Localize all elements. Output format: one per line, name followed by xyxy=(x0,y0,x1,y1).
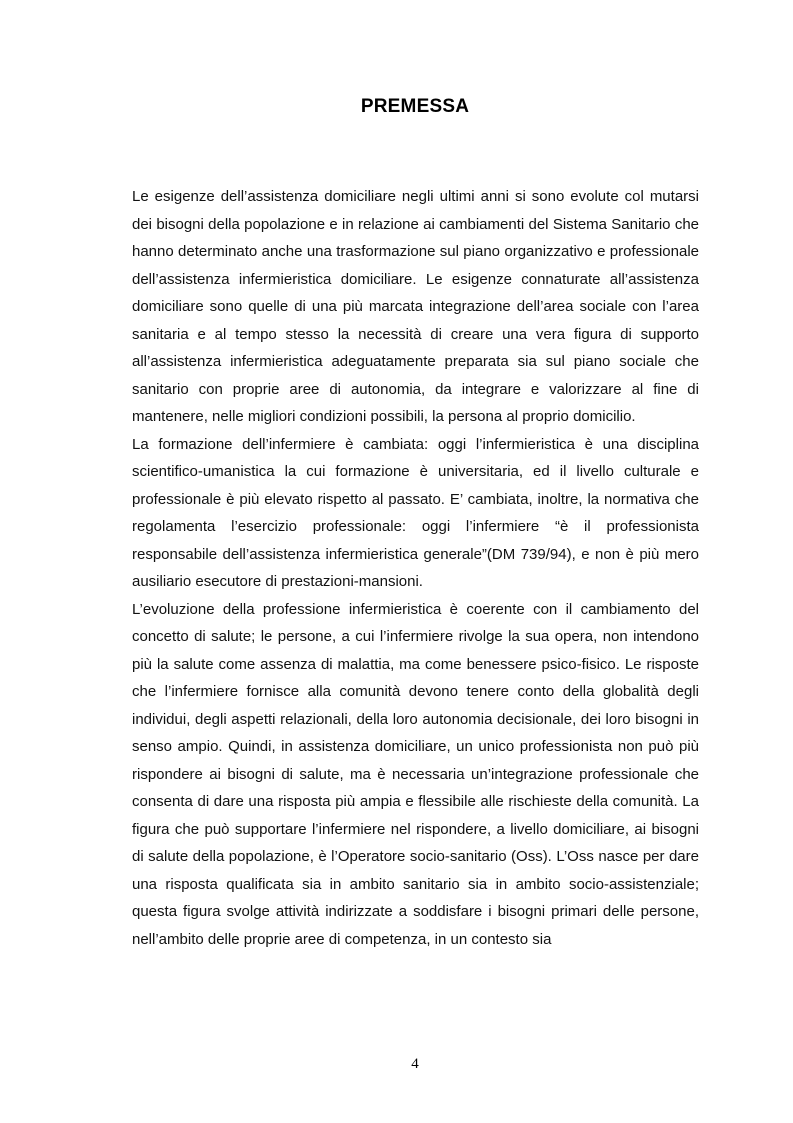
body-text xyxy=(132,183,699,953)
page-title: PREMESSA xyxy=(360,96,470,117)
page-number: 4 xyxy=(411,1056,419,1072)
paragraph-2: La formazione dell’infermiere è cambiata: oggi l’infermieristica è una disciplina scientifico-umanistica la cui formazione è universitaria, ed il livello culturale e professionale è più elevato rispetto al passato. E’ cambiata, inoltre, la normativa che regolamenta l’esercizio professionale: oggi l’infermiere “è il professionista responsabile dell’assistenza infermieristica generale”(DM 739/94), e non è più mero ausiliario esecutore di prestazioni-mansioni. xyxy=(132,435,699,590)
paragraph-1: Le esigenze dell’assistenza domiciliare negli ultimi anni si sono evolute col mutarsi dei bisogni della popolazione e in relazione ai cambiamenti del Sistema Sanitario che hanno determinato anche una trasformazione sul piano organizzativo e professionale dell’assistenza infermieristica domiciliare. Le esigenze connaturate all’assistenza domiciliare sono quelle di una più marcata integrazione dell’area sociale con l’area sanitaria e al tempo stesso la necessità di creare una vera figura di supporto all’assistenza infermieristica adeguatamente preparata sia sul piano sociale che sanitario con proprie aree di autonomia, da integrare e valorizzare al fine di mantenere, nelle migliori condizioni possibili, la persona al proprio domicilio. xyxy=(132,188,699,425)
paragraph-3: L’evoluzione della professione infermieristica è coerente con il cambiamento del concetto di salute; le persone, a cui l’infermiere rivolge la sua opera, non intendono più la salute come assenza di malattia, ma come benessere psico-fisico. Le risposte che l’infermiere fornisce alla comunità devono tenere conto della globalità degli individui, degli aspetti relazionali, della loro autonomia decisionale, dei loro bisogni in senso ampio. Quindi, in assistenza domiciliare, un unico professionista non può più rispondere ai bisogni di salute, ma è necessaria un’integrazione professionale che consenta di dare una risposta più ampia e flessibile alle rischieste della comunità. La figura che può supportare l’infermiere nel rispondere, a livello domiciliare, ai bisogni di salute della popolazione, è l’Operatore socio-sanitario (Oss). L’Oss nasce per dare una risposta qualificata sia in ambito sanitario sia in ambito socio-assistenziale; questa figura svolge attività indirizzate a soddisfare i bisogni primari delle persone, nell’ambito delle proprie aree di competenza, in un contesto sia xyxy=(132,600,699,948)
